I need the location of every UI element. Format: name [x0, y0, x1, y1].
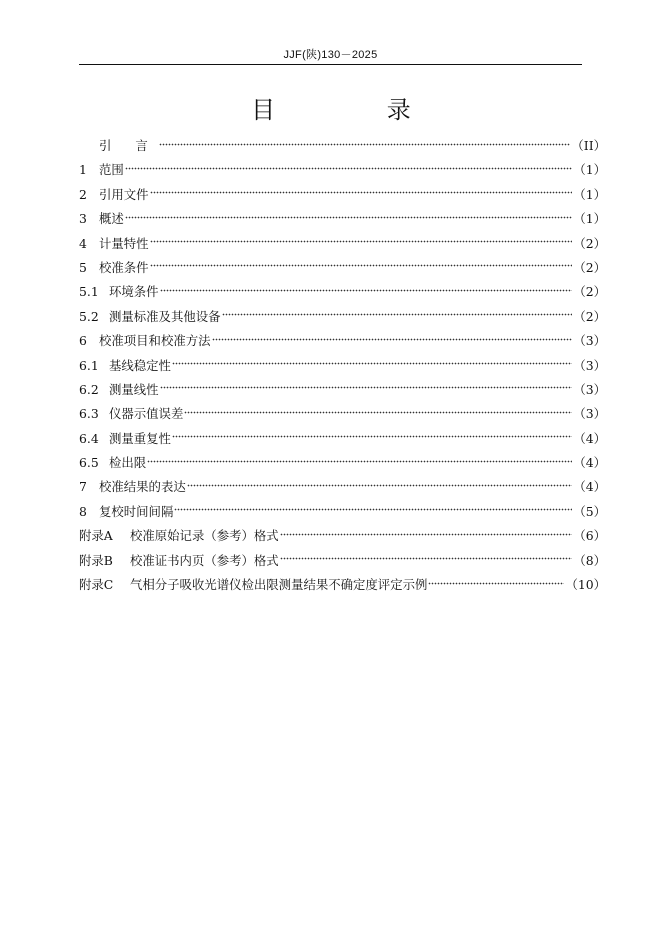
toc-entry-title: 检出限: [109, 455, 147, 471]
dot-leader: [184, 409, 572, 415]
header-rule: [79, 64, 582, 65]
toc-entry-title: 校准项目和校准方法: [99, 333, 211, 349]
toc-entry[interactable]: [79, 232, 606, 256]
toc-entry[interactable]: [79, 207, 606, 231]
dot-leader: [212, 336, 573, 342]
toc-entry-number: 6.4: [79, 430, 99, 446]
dot-leader: [150, 239, 573, 245]
toc-entry[interactable]: [79, 573, 606, 597]
toc-entry[interactable]: [79, 549, 606, 573]
toc-entry-page: （2）: [573, 284, 606, 300]
toc-entry-number: 4: [79, 235, 87, 251]
toc-entry-page: （2）: [573, 308, 606, 324]
toc-entry[interactable]: [79, 475, 606, 499]
toc-entry-number: 6.3: [79, 406, 99, 422]
toc-entry-title: 测量重复性: [109, 430, 171, 446]
toc-entry-number: 附录A: [79, 528, 113, 544]
dot-leader: [125, 165, 573, 171]
toc-entry[interactable]: [79, 329, 606, 353]
toc-entry[interactable]: [79, 256, 606, 280]
dot-leader: [150, 263, 573, 269]
table-of-contents: [79, 134, 606, 597]
dot-leader: [222, 312, 573, 318]
toc-entry-title: 校准证书内页（参考）格式: [130, 552, 279, 568]
dot-leader: [147, 458, 572, 464]
toc-entry-page: （4）: [573, 479, 606, 495]
dot-leader: [125, 214, 573, 220]
toc-entry-title: 校准结果的表达: [99, 479, 186, 495]
toc-entry[interactable]: [79, 305, 606, 329]
dot-leader: [428, 580, 564, 586]
dot-leader: [172, 434, 572, 440]
toc-entry[interactable]: [79, 427, 606, 451]
toc-entry-number: 5: [79, 259, 87, 275]
dot-leader: [150, 190, 573, 196]
toc-entry-page: （2）: [573, 259, 606, 275]
toc-entry-title: 引 言: [99, 138, 158, 153]
toc-entry-page: （5）: [573, 503, 606, 519]
toc-entry-page: （4）: [573, 455, 606, 471]
dot-leader: [172, 361, 572, 367]
toc-entry[interactable]: [79, 378, 606, 402]
toc-entry-title: 校准条件: [99, 259, 149, 275]
toc-entry-title: 概述: [99, 211, 124, 227]
toc-entry[interactable]: [79, 451, 606, 475]
toc-entry[interactable]: [79, 280, 606, 304]
toc-entry[interactable]: [79, 354, 606, 378]
toc-entry-title: 环境条件: [109, 284, 159, 300]
toc-entry-title: 气相分子吸收光谱仪检出限测量结果不确定度评定示例: [130, 577, 428, 593]
toc-entry-title: 基线稳定性: [109, 357, 171, 373]
toc-entry[interactable]: [79, 402, 606, 426]
toc-entry-title: 范围: [99, 162, 124, 178]
dot-leader: [174, 507, 572, 513]
toc-entry-title: 复校时间间隔: [99, 503, 174, 519]
toc-title: 目 录: [251, 96, 463, 124]
toc-entry-page: （3）: [573, 406, 606, 422]
toc-entry-page: （3）: [573, 381, 606, 397]
toc-entry[interactable]: [79, 524, 606, 548]
toc-entry-number: 6: [79, 333, 87, 349]
running-header: JJF(陕)130－2025: [283, 49, 378, 61]
toc-entry-page: （3）: [573, 357, 606, 373]
toc-entry-title: 引用文件: [99, 186, 149, 202]
toc-entry-number: 5.2: [79, 308, 99, 324]
toc-entry-number: 6.1: [79, 357, 99, 373]
dot-leader: [160, 287, 573, 293]
toc-entry-number: 1: [79, 162, 87, 178]
toc-entry-page: （6）: [573, 528, 606, 544]
toc-entry-number: 8: [79, 503, 87, 519]
toc-entry-number: 附录C: [79, 577, 114, 593]
toc-entry[interactable]: [79, 158, 606, 182]
toc-entry-number: 7: [79, 479, 87, 495]
toc-entry-page: （1）: [573, 186, 606, 202]
dot-leader: [159, 141, 571, 147]
toc-entry-page: （4）: [573, 430, 606, 446]
toc-entry-number: 5.1: [79, 284, 99, 300]
dot-leader: [187, 482, 573, 488]
toc-entry[interactable]: [79, 500, 606, 524]
toc-entry-title: 计量特性: [99, 235, 149, 251]
toc-entry-number: 6.2: [79, 381, 99, 397]
toc-entry-number: 3: [79, 211, 87, 227]
dot-leader: [280, 556, 573, 562]
toc-entry-title: 仪器示值误差: [109, 406, 184, 422]
toc-entry-page: （2）: [573, 235, 606, 251]
toc-entry[interactable]: [79, 183, 606, 207]
toc-entry-page: （8）: [573, 552, 606, 568]
toc-entry-page: （1）: [573, 211, 606, 227]
dot-leader: [280, 531, 573, 537]
toc-entry[interactable]: [79, 134, 606, 158]
toc-entry-title: 测量线性: [109, 381, 159, 397]
toc-entry-number: 附录B: [79, 552, 113, 568]
toc-entry-title: 校准原始记录（参考）格式: [130, 528, 279, 544]
toc-entry-number: 6.5: [79, 455, 99, 471]
toc-entry-number: 2: [79, 186, 87, 202]
toc-entry-page: （1）: [573, 162, 606, 178]
toc-entry-title: 测量标准及其他设备: [109, 308, 221, 324]
toc-entry-page: （II）: [571, 138, 606, 153]
toc-entry-page: （10）: [565, 577, 606, 593]
toc-entry-page: （3）: [573, 333, 606, 349]
dot-leader: [160, 385, 573, 391]
